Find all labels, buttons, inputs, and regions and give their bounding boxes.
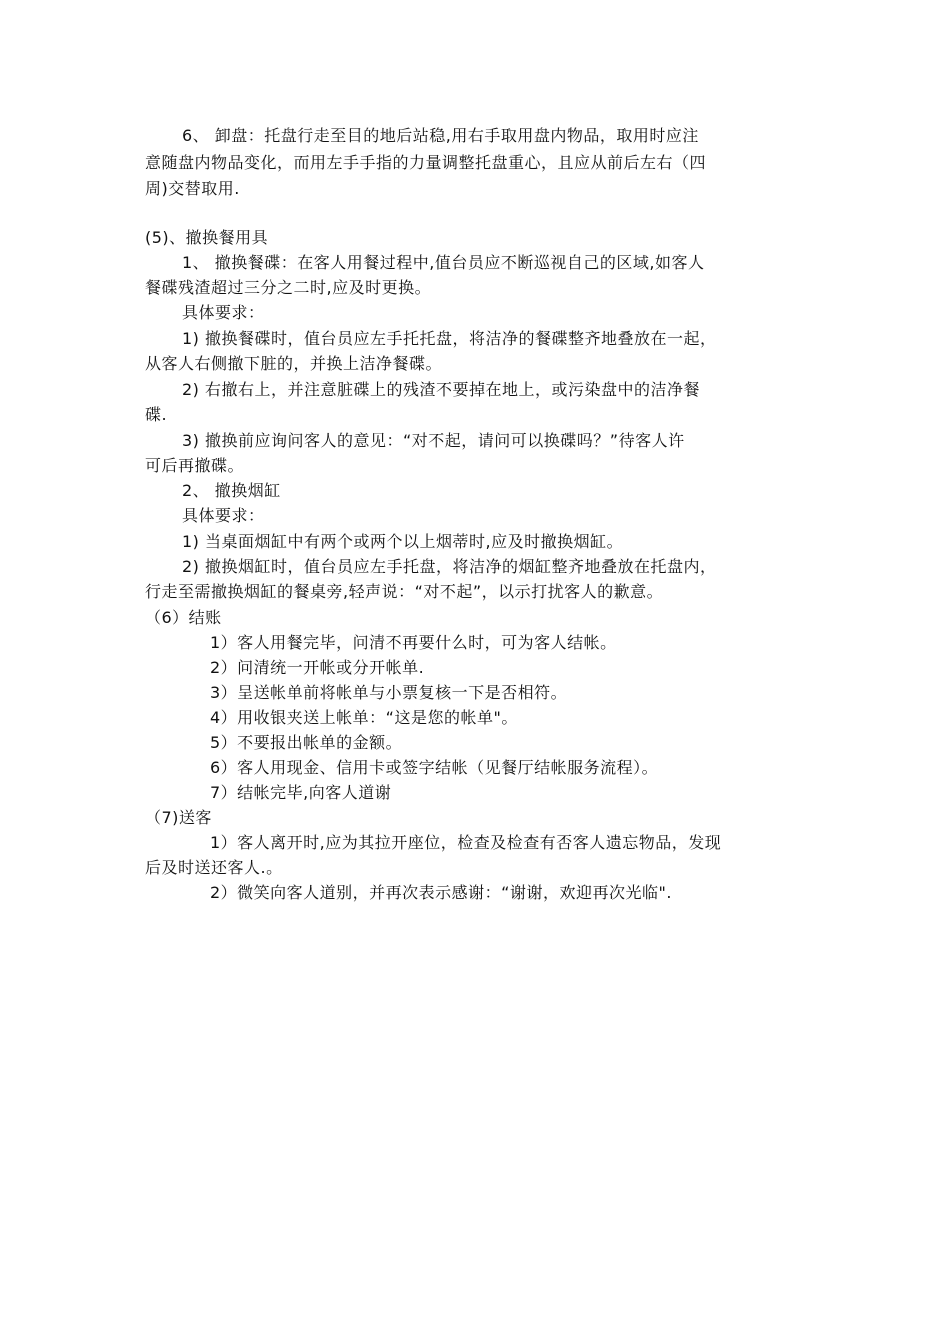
text-line: 从客人右侧撤下脏的，并换上洁净餐碟。 [145, 354, 443, 373]
text-line: 1、 撤换餐碟：在客人用餐过程中,值台员应不断巡视自己的区域,如客人 [182, 253, 705, 272]
text-line: 行走至需撤换烟缸的餐桌旁,轻声说：“对不起”，以示打扰客人的歉意。 [145, 582, 664, 601]
list-item: 7）结帐完毕,向客人道谢 [210, 783, 392, 802]
list-item: 3）呈送帐单前将帐单与小票复核一下是否相符。 [210, 683, 568, 702]
list-item: 1）客人用餐完毕，问清不再要什么时，可为客人结帐。 [210, 633, 617, 652]
list-item: 1）客人离开时,应为其拉开座位，检查及检查有否客人遗忘物品，发现 [210, 833, 722, 852]
text-line: 1) 当桌面烟缸中有两个或两个以上烟蒂时,应及时撤换烟缸。 [182, 532, 624, 551]
text-line: 具体要求： [182, 506, 265, 525]
list-item: 5）不要报出帐单的金额。 [210, 733, 403, 752]
text-line: 后及时送还客人.。 [145, 858, 283, 877]
section-heading: (5)、撤换餐用具 [145, 228, 269, 247]
text-line: 餐碟残渣超过三分之二时,应及时更换。 [145, 278, 432, 297]
text-line: 3) 撤换前应询问客人的意见：“对不起，请问可以换碟吗？”待客人许 [182, 431, 685, 450]
text-line: 6、 卸盘：托盘行走至目的地后站稳,用右手取用盘内物品，取用时应注 [182, 126, 699, 145]
text-line: 2、 撤换烟缸 [182, 481, 281, 500]
text-line: 周)交替取用. [145, 179, 240, 198]
list-item: 6）客人用现金、信用卡或签字结帐（见餐厅结帐服务流程）。 [210, 758, 659, 777]
text-line: 碟. [145, 405, 168, 424]
text-line: 意随盘内物品变化，而用左手手指的力量调整托盘重心，且应从前后左右（四 [145, 153, 707, 172]
text-line: 1) 撤换餐碟时，值台员应左手托托盘，将洁净的餐碟整齐地叠放在一起， [182, 329, 717, 348]
text-line: 可后再撤碟。 [145, 456, 245, 475]
section-heading: （7)送客 [145, 808, 212, 827]
text-line: 2) 撤换烟缸时，值台员应左手托盘，将洁净的烟缸整齐地叠放在托盘内， [182, 557, 717, 576]
list-item: 4）用收银夹送上帐单：“这是您的帐单"。 [210, 708, 518, 727]
text-line: 2) 右撤右上，并注意脏碟上的残渣不要掉在地上，或污染盘中的洁净餐 [182, 380, 701, 399]
text-line: 具体要求： [182, 303, 265, 322]
list-item: 2）问清统一开帐或分开帐单. [210, 658, 425, 677]
section-heading: （6）结账 [145, 608, 222, 627]
list-item: 2）微笑向客人道别，并再次表示感谢：“谢谢，欢迎再次光临". [210, 883, 672, 902]
